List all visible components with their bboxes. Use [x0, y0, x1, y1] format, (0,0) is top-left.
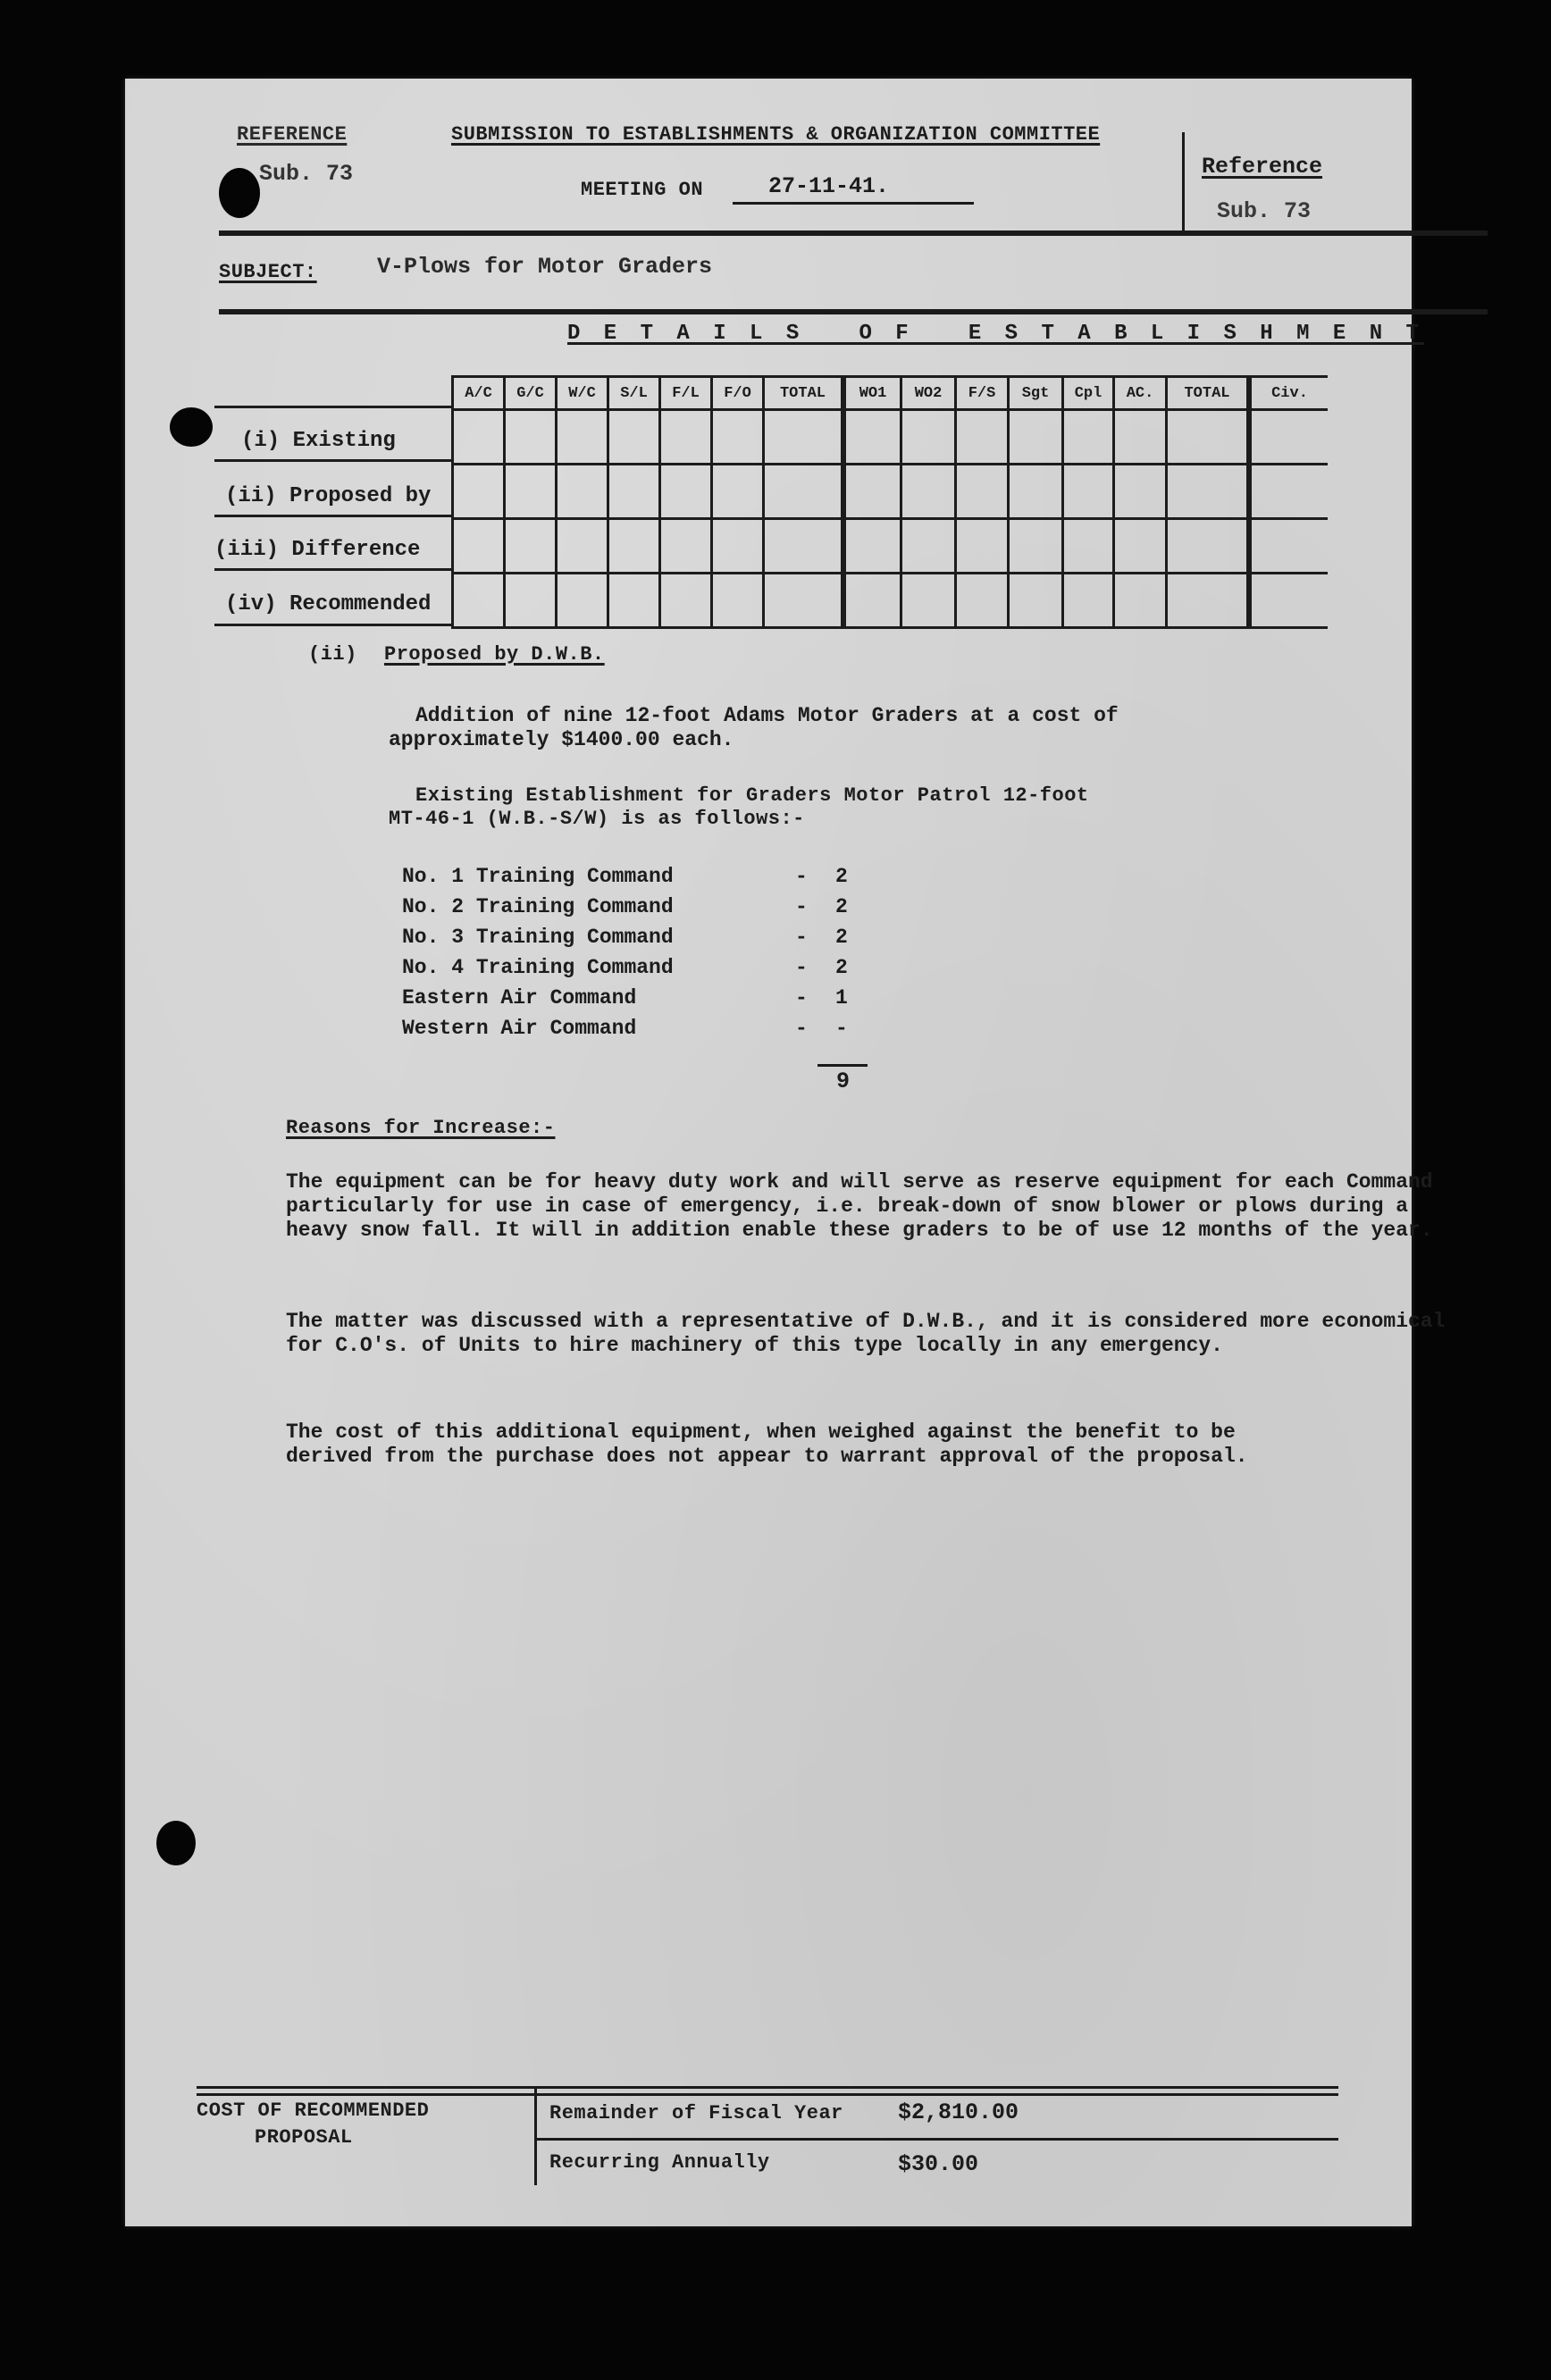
- meeting-date-underline: [733, 202, 974, 205]
- grid-cell: [1063, 574, 1114, 628]
- allocation-qty: 2: [835, 865, 848, 888]
- grid-cell: [1009, 574, 1063, 628]
- grid-row: [453, 410, 1329, 465]
- hole-punch-middle: [170, 407, 213, 447]
- grid-cell: [557, 410, 608, 465]
- allocation-unit: No. 4 Training Command: [402, 956, 674, 979]
- row-line: [214, 459, 451, 462]
- proposed-heading: Proposed by D.W.B.: [384, 643, 605, 666]
- col-header: G/C: [505, 377, 557, 410]
- allocation-dash: -: [795, 956, 808, 979]
- grid-cell: [1249, 519, 1328, 574]
- reasons-paragraph-3: The cost of this additional equipment, when weighed against the benefit to be derived from the purchase does not appear to warrant approval of the proposal.: [286, 1420, 1248, 1468]
- grid-cell: [505, 519, 557, 574]
- col-header: F/L: [660, 377, 712, 410]
- allocation-unit: No. 1 Training Command: [402, 865, 674, 888]
- proposed-heading-number: (ii): [308, 643, 357, 666]
- col-header: AC.: [1114, 377, 1167, 410]
- reference-value-left: Sub. 73: [259, 161, 354, 187]
- col-header: A/C: [453, 377, 505, 410]
- grid-cell: [843, 465, 901, 519]
- meeting-label: MEETING ON: [581, 179, 704, 201]
- allocation-qty: 2: [835, 956, 848, 979]
- allocation-dash: -: [795, 1017, 808, 1040]
- total-rule: [817, 1064, 868, 1067]
- header-divider-vertical: [1182, 132, 1185, 230]
- reference-label-left: REFERENCE: [237, 123, 348, 146]
- establishment-grid: [451, 375, 1328, 629]
- cost-top-rule: [197, 2086, 1338, 2089]
- grid-cell: [1167, 465, 1250, 519]
- row-label-existing: (i) Existing: [241, 429, 396, 453]
- header-rule: [219, 230, 1488, 236]
- reasons-paragraph-1: The equipment can be for heavy duty work and will serve as reserve equipment for each Command particularly for use in case of emergency, i.e. break-down of snow blower or plows during a heavy snow fall. It will in addition enable these graders to be of use 12 months of the year.: [286, 1170, 1433, 1242]
- col-header: Cpl: [1063, 377, 1114, 410]
- row-label-recommended: (iv) Recommended: [225, 592, 432, 616]
- grid-cell: [1114, 465, 1167, 519]
- subject-label: SUBJECT:: [219, 261, 317, 283]
- proposed-paragraph: Addition of nine 12-foot Adams Motor Graders at a cost of approximately $1400.00 each.: [389, 704, 1119, 751]
- cost-divider-vertical: [534, 2089, 537, 2185]
- grid-cell: [764, 410, 844, 465]
- existing-establishment-line1: Existing Establishment for Graders Motor Patrol 12-foot: [415, 784, 1089, 807]
- grid-cell: [1167, 410, 1250, 465]
- grid-cell: [608, 410, 660, 465]
- grid-cell: [901, 519, 956, 574]
- grid-cell: [1114, 574, 1167, 628]
- grid-cell: [1009, 465, 1063, 519]
- grid-cell: [557, 465, 608, 519]
- remainder-label: Remainder of Fiscal Year: [549, 2102, 843, 2124]
- document-title: SUBMISSION TO ESTABLISHMENTS & ORGANIZATION COMMITTEE: [451, 123, 1101, 146]
- grid-cell: [505, 410, 557, 465]
- grid-row: [453, 465, 1329, 519]
- col-header: S/L: [608, 377, 660, 410]
- col-header: TOTAL: [764, 377, 844, 410]
- row-line: [214, 406, 451, 408]
- establishment-table-title: D E T A I L S O F E S T A B L I S H M E N T: [567, 322, 1424, 346]
- grid-cell: [1249, 574, 1328, 628]
- grid-cell: [956, 574, 1009, 628]
- grid-cell: [956, 519, 1009, 574]
- grid-cell: [843, 410, 901, 465]
- grid-cell: [660, 519, 712, 574]
- hole-punch-bottom: [156, 1821, 196, 1865]
- col-header: F/S: [956, 377, 1009, 410]
- grid-cell: [764, 574, 844, 628]
- allocation-unit: No. 2 Training Command: [402, 895, 674, 918]
- grid-cell: [956, 410, 1009, 465]
- row-label-proposed: (ii) Proposed by: [225, 484, 432, 508]
- allocation-dash: -: [795, 926, 808, 949]
- allocation-qty: 1: [835, 986, 848, 1010]
- grid-cell: [453, 519, 505, 574]
- reasons-paragraph-2: The matter was discussed with a representative of D.W.B., and it is considered more economical for C.O's. of Units to hire machinery of this type locally in any emergency.: [286, 1310, 1446, 1357]
- reference-value-right: Sub. 73: [1217, 198, 1312, 224]
- row-line: [214, 515, 451, 517]
- grid-cell: [712, 519, 764, 574]
- grid-cell: [764, 519, 844, 574]
- subject-rule: [219, 309, 1488, 314]
- grid-cell: [712, 410, 764, 465]
- col-header: WO2: [901, 377, 956, 410]
- grid-cell: [505, 465, 557, 519]
- allocation-unit: Western Air Command: [402, 1017, 637, 1040]
- grid-cell: [608, 465, 660, 519]
- existing-establishment-line2: MT-46-1 (W.B.-S/W) is as follows:-: [389, 808, 805, 830]
- grid-cell: [608, 519, 660, 574]
- grid-cell: [843, 574, 901, 628]
- col-header: WO1: [843, 377, 901, 410]
- col-header: Civ.: [1249, 377, 1328, 410]
- grid-cell: [1249, 465, 1328, 519]
- col-header: Sgt: [1009, 377, 1063, 410]
- allocation-dash: -: [795, 865, 808, 888]
- allocation-unit: Eastern Air Command: [402, 986, 637, 1010]
- remainder-value: $2,810.00: [898, 2099, 1019, 2125]
- row-line: [214, 624, 451, 626]
- allocation-total: 9: [836, 1068, 851, 1094]
- grid-cell: [712, 574, 764, 628]
- grid-cell: [901, 465, 956, 519]
- cost-label-line1: COST OF RECOMMENDED: [197, 2099, 430, 2122]
- grid-cell: [956, 465, 1009, 519]
- grid-cell: [1063, 410, 1114, 465]
- grid-row: [453, 519, 1329, 574]
- col-header: F/O: [712, 377, 764, 410]
- cost-label-line2: PROPOSAL: [255, 2126, 353, 2149]
- subject-value: V-Plows for Motor Graders: [377, 254, 713, 280]
- grid-cell: [608, 574, 660, 628]
- grid-cell: [901, 410, 956, 465]
- allocation-dash: -: [795, 895, 808, 918]
- allocation-dash: -: [795, 986, 808, 1010]
- grid-cell: [660, 465, 712, 519]
- grid-cell: [557, 519, 608, 574]
- allocation-qty: -: [835, 1017, 848, 1040]
- row-line: [214, 568, 451, 571]
- meeting-date: 27-11-41.: [768, 173, 890, 199]
- recurring-label: Recurring Annually: [549, 2151, 770, 2174]
- reasons-heading: Reasons for Increase:-: [286, 1117, 556, 1139]
- grid-cell: [1249, 410, 1328, 465]
- allocation-qty: 2: [835, 926, 848, 949]
- grid-cell: [1009, 410, 1063, 465]
- cost-top-rule-2: [197, 2093, 1338, 2096]
- reference-label-right: Reference: [1202, 154, 1323, 180]
- grid-cell: [712, 465, 764, 519]
- recurring-value: $30.00: [898, 2151, 979, 2177]
- grid-cell: [660, 410, 712, 465]
- grid-cell: [505, 574, 557, 628]
- grid-cell: [1114, 410, 1167, 465]
- grid-cell: [1009, 519, 1063, 574]
- grid-header-row: [453, 377, 1329, 410]
- grid-cell: [1167, 519, 1250, 574]
- grid-cell: [557, 574, 608, 628]
- grid-cell: [660, 574, 712, 628]
- allocation-qty: 2: [835, 895, 848, 918]
- col-header: W/C: [557, 377, 608, 410]
- grid-cell: [843, 519, 901, 574]
- grid-cell: [1167, 574, 1250, 628]
- grid-cell: [901, 574, 956, 628]
- hole-punch-top: [219, 168, 260, 218]
- document-page: [125, 79, 1446, 2226]
- grid-cell: [1063, 519, 1114, 574]
- grid-cell: [1063, 465, 1114, 519]
- cost-middle-rule: [536, 2138, 1338, 2141]
- grid-cell: [764, 465, 844, 519]
- col-header: TOTAL: [1167, 377, 1250, 410]
- grid-cell: [1114, 519, 1167, 574]
- grid-row: [453, 574, 1329, 628]
- allocation-unit: No. 3 Training Command: [402, 926, 674, 949]
- row-label-difference: (iii) Difference: [214, 538, 421, 562]
